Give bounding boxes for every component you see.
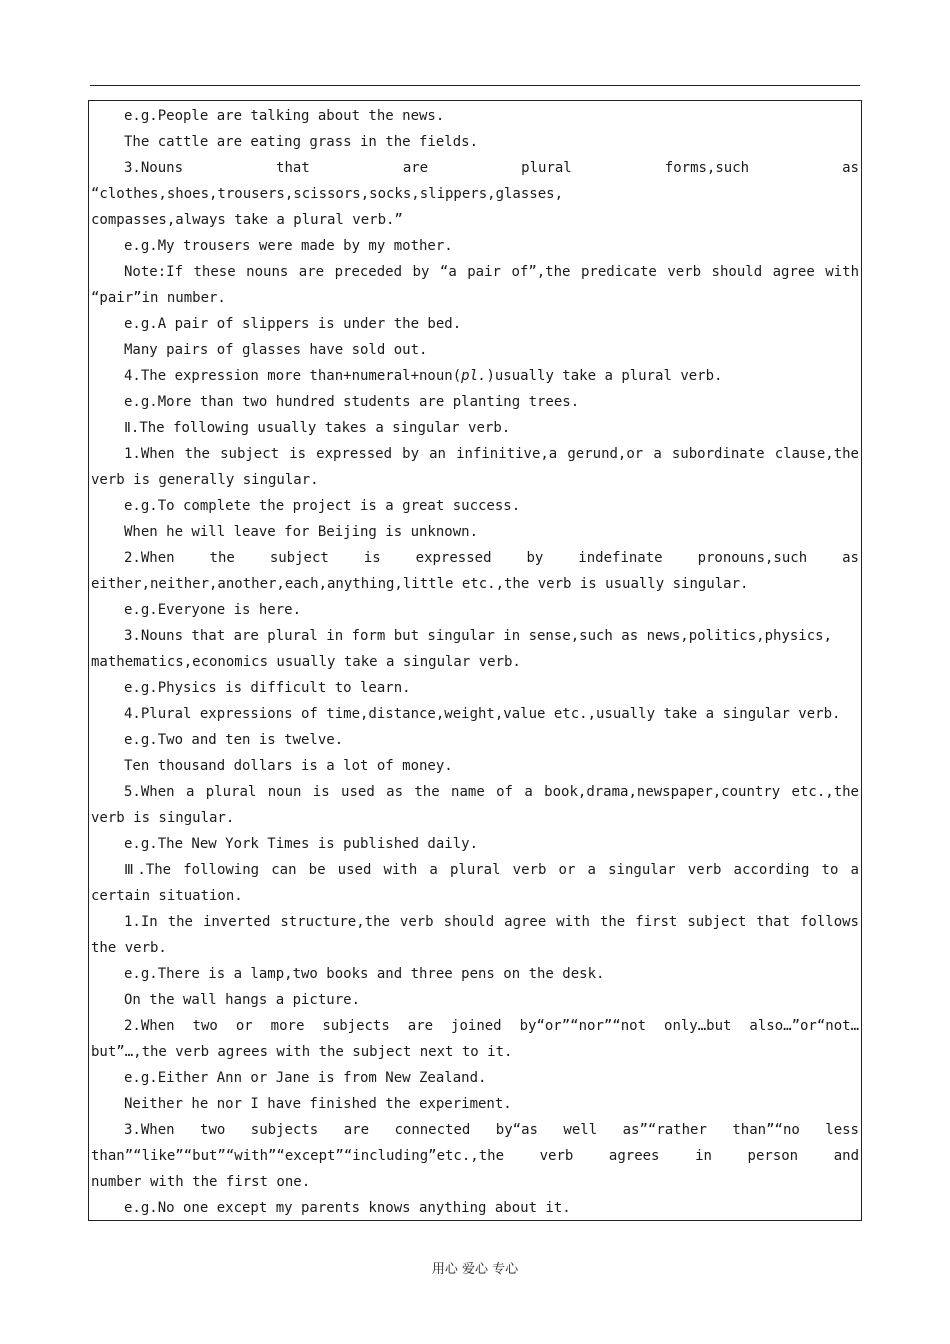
text-line: Many pairs of glasses have sold out. <box>124 342 428 358</box>
text-line: than”“like”“but”“with”“except”“including”etc.,the verb agrees in person and <box>91 1148 859 1164</box>
text-line: 3.Nouns that are plural forms,such as <box>124 160 859 176</box>
text-line: but”…,the verb agrees with the subject next to it. <box>91 1044 513 1060</box>
text-line: e.g.My trousers were made by my mother. <box>124 238 453 254</box>
text-line: e.g.People are talking about the news. <box>124 108 445 124</box>
text-line: e.g.A pair of slippers is under the bed. <box>124 316 462 332</box>
text-line: e.g.No one except my parents knows anything about it. <box>124 1200 571 1216</box>
text-line: 4.The expression more than+numeral+noun(pl.)usually take a plural verb. <box>124 368 723 384</box>
text-line: e.g.Two and ten is twelve. <box>124 732 344 748</box>
text-line: “clothes,shoes,trousers,scissors,socks,slippers,glasses, <box>91 186 564 202</box>
page-footer: 用心 爱心 专心 <box>431 1262 519 1277</box>
text-line: 1.In the inverted structure,the verb should agree with the first subject that follows <box>124 914 859 930</box>
text-line: verb is singular. <box>91 810 235 826</box>
text-line: Neither he nor I have finished the experiment. <box>124 1096 512 1112</box>
text-line: 4.Plural expressions of time,distance,weight,value etc.,usually take a singular verb. <box>124 706 841 722</box>
text-line: e.g.The New York Times is published daily. <box>124 836 479 852</box>
text-line: e.g.More than two hundred students are planting trees. <box>124 394 580 410</box>
text-line: e.g.There is a lamp,two books and three pens on the desk. <box>124 966 605 982</box>
text-line: certain situation. <box>91 888 243 904</box>
text-line: e.g.To complete the project is a great success. <box>124 498 521 514</box>
text-line: compasses,always take a plural verb.” <box>91 212 403 228</box>
text-line: verb is generally singular. <box>91 472 319 488</box>
text-line: e.g.Physics is difficult to learn. <box>124 680 411 696</box>
text-line: 5.When a plural noun is used as the name of a book,drama,newspaper,country etc.,the <box>124 784 859 800</box>
text-line: number with the first one. <box>91 1174 311 1190</box>
header-rule <box>90 85 860 86</box>
text-line: the verb. <box>91 940 167 956</box>
text-line: When he will leave for Beijing is unknown. <box>124 524 479 540</box>
text-line: 2.When two or more subjects are joined by“or”“nor”“not only…but also…”or“not… <box>124 1018 859 1034</box>
text-line: mathematics,economics usually take a singular verb. <box>91 654 521 670</box>
text-line: e.g.Either Ann or Jane is from New Zealand. <box>124 1070 487 1086</box>
text-line: 2.When the subject is expressed by indefinate pronouns,such as <box>124 550 859 566</box>
section-heading: Ⅱ.The following usually takes a singular verb. <box>124 420 511 436</box>
text-line: 3.When two subjects are connected by“as well as”“rather than”“no less <box>124 1122 859 1138</box>
content-box <box>88 100 862 1221</box>
text-line: On the wall hangs a picture. <box>124 992 361 1008</box>
text-line: “pair”in number. <box>91 290 226 306</box>
text-line: 1.When the subject is expressed by an infinitive,a gerund,or a subordinate clause,the <box>124 446 859 462</box>
section-heading: Ⅲ.The following can be used with a plural verb or a singular verb according to a <box>124 862 859 878</box>
text-line: e.g.Everyone is here. <box>124 602 302 618</box>
text-line: either,neither,another,each,anything,little etc.,the verb is usually singular. <box>91 576 749 592</box>
abbreviation-pl: pl. <box>461 368 487 384</box>
text-line: Note:If these nouns are preceded by “a pair of”,the predicate verb should agree with <box>124 264 859 280</box>
text-line: The cattle are eating grass in the fields. <box>124 134 479 150</box>
text-line: 3.Nouns that are plural in form but singular in sense,such as news,politics,physics, <box>124 628 833 644</box>
text-line: Ten thousand dollars is a lot of money. <box>124 758 453 774</box>
